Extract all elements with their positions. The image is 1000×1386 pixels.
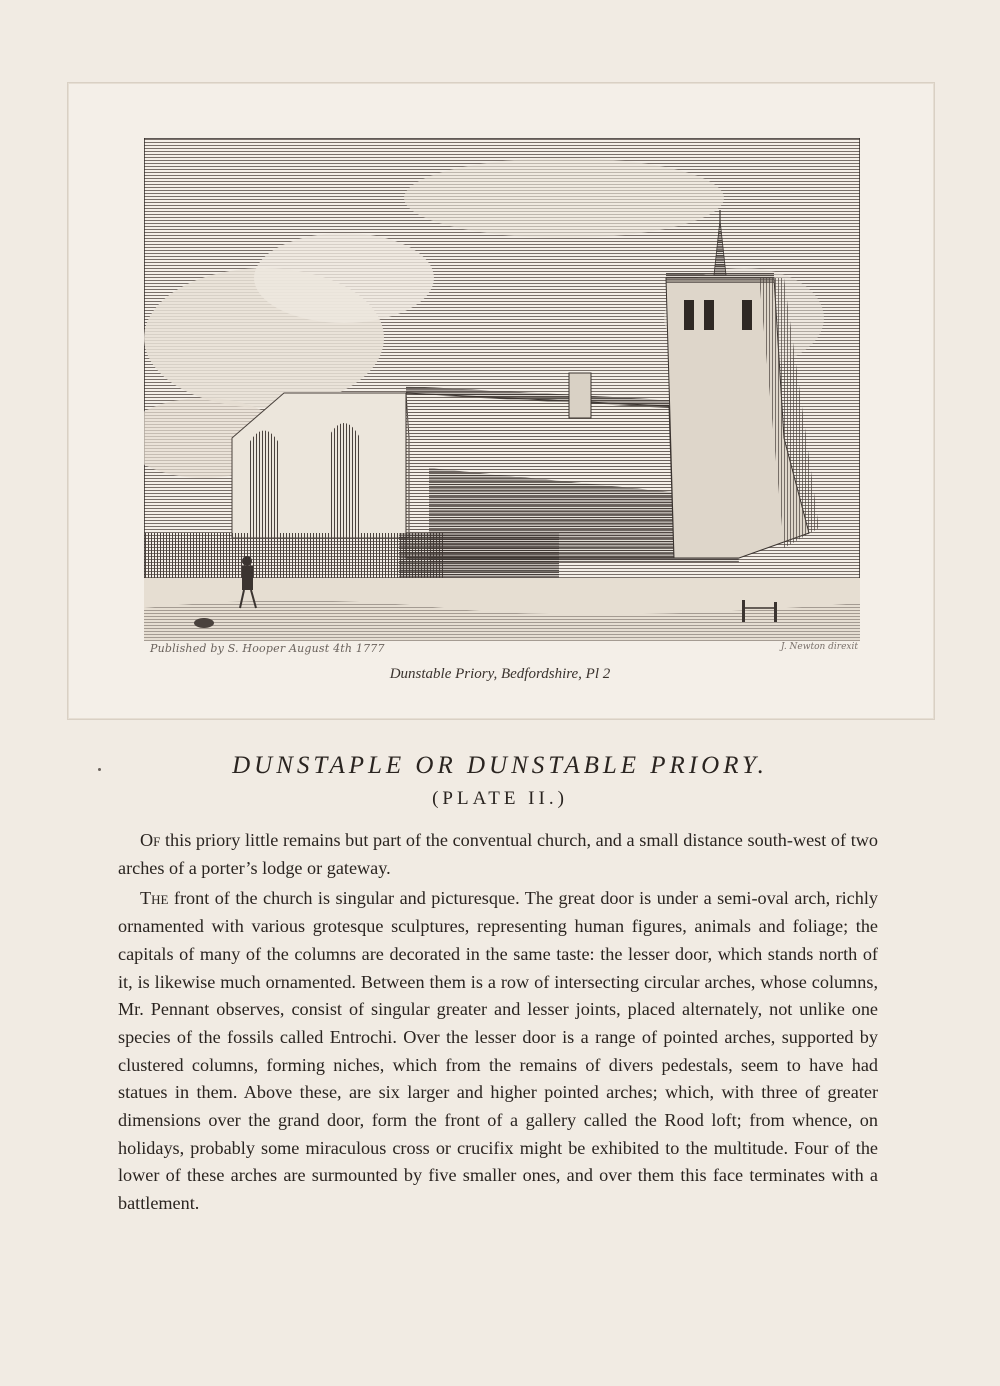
plate-caption: Dunstable Priory, Bedfordshire, Pl 2 [389, 666, 611, 682]
priory-engraving [144, 138, 860, 641]
artist-line: J. Newton direxit [780, 642, 858, 652]
paragraph-text: front of the church is singular and picturesque. The great door is under a semi-oval arch, richly ornamented with various grotesque sculptures, representing human figures, animals and foliage; the capitals of many of the columns are decorated in the same taste: the lesser door, which stands north of it, is likewise much ornamented. Between them is a row of intersecting circular arches, whose columns, Mr. Pennant observes, consist of singular greater and lesser joints, placed alternately, not unlike one species of the fossils called Entrochi. Over the lesser door is a range of pointed arches, supported by clustered columns, forming niches, which from the remains of divers pedestals, seem to have had statues in them. Above these, are six larger and higher pointed arches; which, with three of greater dimensions over the grand door, form the front of a gallery called the Rood loft; from whence, on holidays, probably some miraculous cross or crucifix might be exhibited to the multitude. Four of the lower of these arches are surmounted by five smaller ones, and over them this face terminates with a battlement. [118, 888, 878, 1214]
paragraph-text: this priory little remains but part of the conventual church, and a small distance south-west of two arches of a porter’s lodge or gateway. [118, 830, 878, 878]
publisher-line: Published by S. Hooper August 4th 1777 [150, 642, 385, 655]
paragraph-lead: The [140, 888, 169, 909]
page-subtitle: (PLATE II.) [432, 788, 568, 809]
paragraph [118, 885, 878, 1217]
page-title: DUNSTAPLE OR DUNSTABLE PRIORY. [232, 752, 768, 779]
paragraph-lead: Of [140, 830, 161, 850]
body-text [118, 827, 878, 1218]
paragraph [118, 827, 878, 882]
